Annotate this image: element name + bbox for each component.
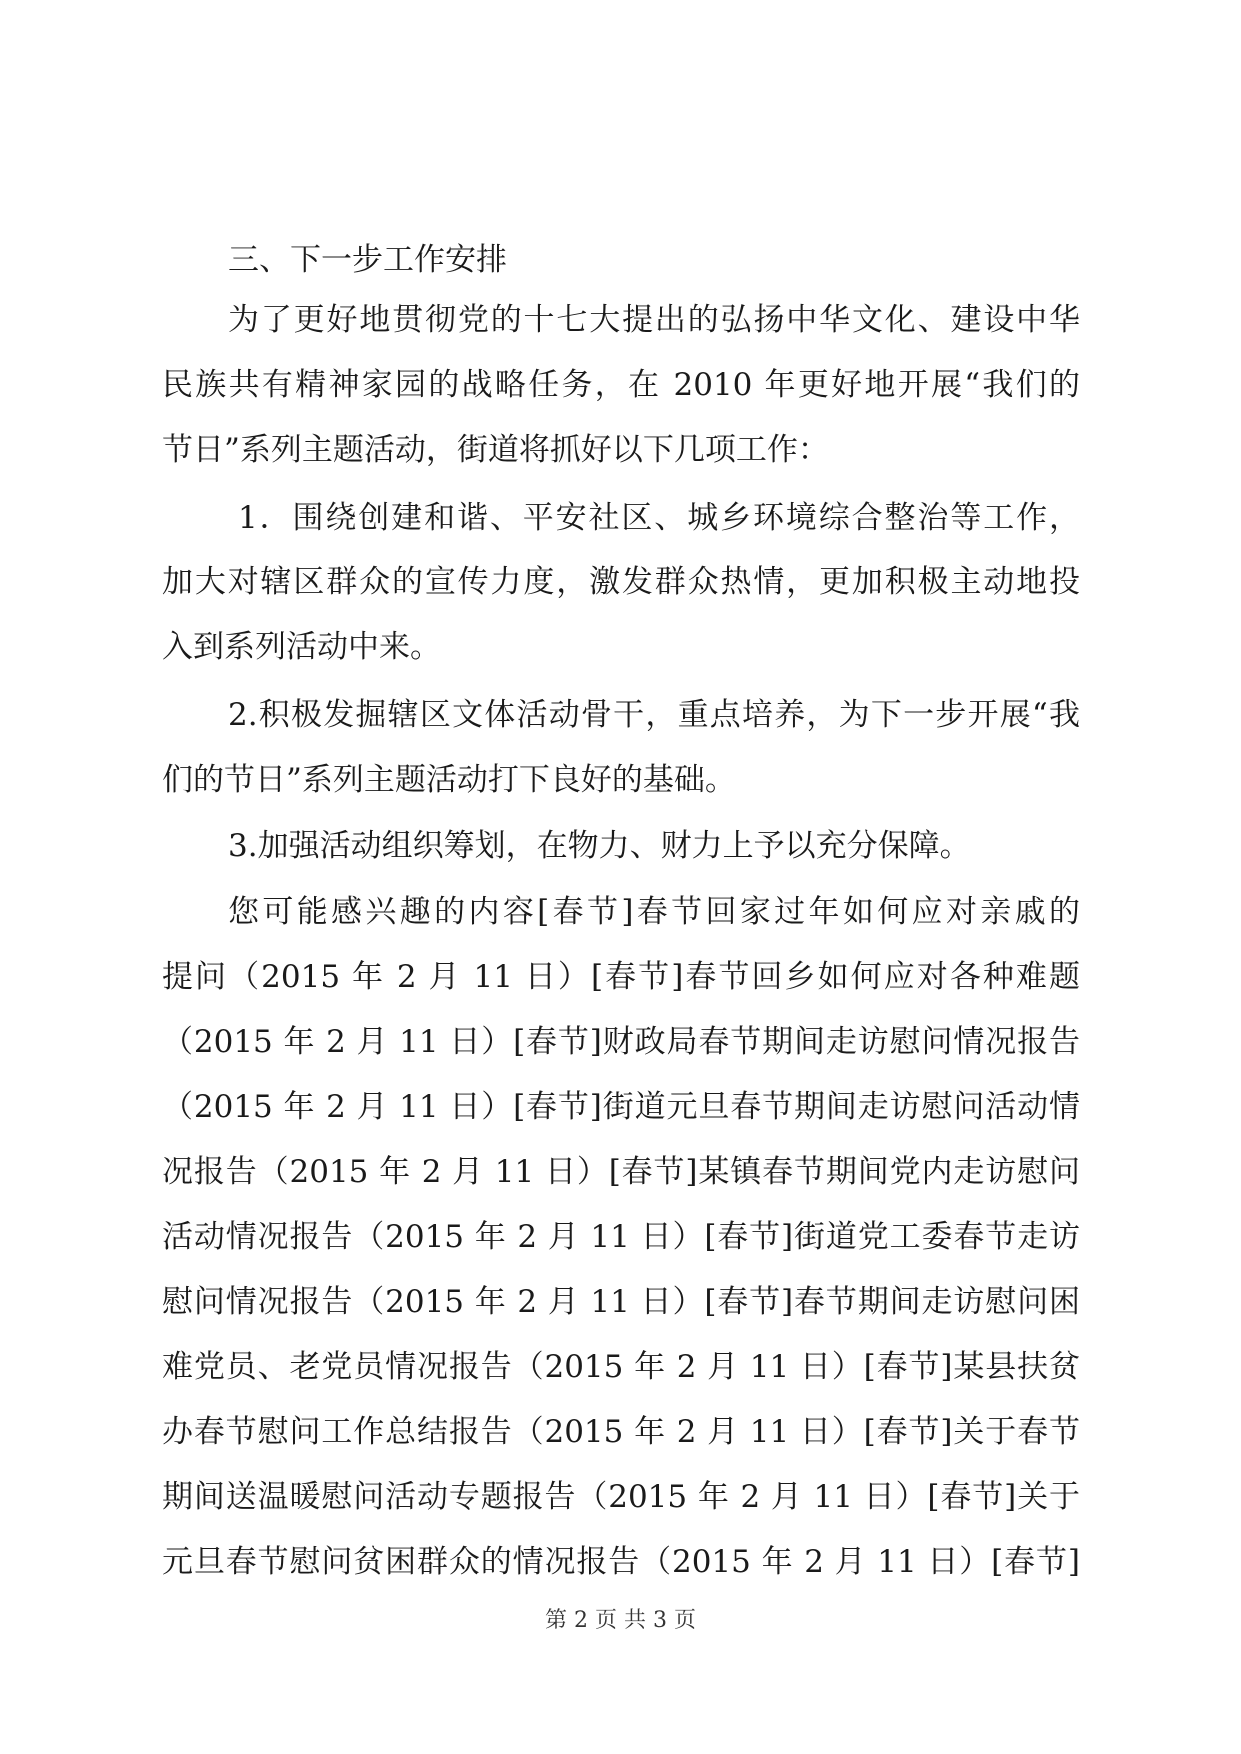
- related-content-line: [0, 1012, 1241, 1072]
- related-content-line: [0, 1337, 1241, 1397]
- list-item-text: 3.加强活动组织筹划，在物力、财力上予以充分保障。: [228, 828, 971, 864]
- related-content-text: 活动情况报告（2015 年 2 月 11 日）[春节]街道党工委春节走访: [162, 1219, 1080, 1255]
- list-item-line: [0, 685, 1241, 745]
- paragraph-line: [0, 355, 1241, 415]
- page-number-footer: 第 2 页 共 3 页: [545, 1608, 696, 1633]
- related-content-text: 办春节慰问工作总结报告（2015 年 2 月 11 日）[春节]关于春节: [162, 1414, 1080, 1450]
- related-content-line: [0, 1402, 1241, 1462]
- paragraph-text: 民族共有精神家园的战略任务，在 2010 年更好地开展“我们的: [162, 367, 1080, 403]
- related-content-text: （2015 年 2 月 11 日）[春节]财政局春节期间走访慰问情况报告: [162, 1024, 1080, 1060]
- list-item-line: [0, 617, 1241, 677]
- related-content-line: [0, 1532, 1241, 1592]
- related-content-text: 难党员、老党员情况报告（2015 年 2 月 11 日）[春节]某县扶贫: [162, 1349, 1080, 1385]
- list-item-line: [0, 816, 1241, 876]
- related-content-line: [0, 947, 1241, 1007]
- related-content-line: [0, 1467, 1241, 1527]
- paragraph-text: 节日”系列主题活动，街道将抓好以下几项工作：: [162, 432, 829, 468]
- paragraph-line: [0, 290, 1241, 350]
- related-content-text: 元旦春节慰问贫困群众的情况报告（2015 年 2 月 11 日）[春节]: [162, 1544, 1080, 1580]
- related-content-text: 您可能感兴趣的内容[春节]春节回家过年如何应对亲戚的: [228, 894, 1080, 930]
- list-item-line: [0, 750, 1241, 810]
- related-content-text: 期间送温暖慰问活动专题报告（2015 年 2 月 11 日）[春节]关于: [162, 1479, 1080, 1515]
- related-content-text: 慰问情况报告（2015 年 2 月 11 日）[春节]春节期间走访慰问困: [162, 1284, 1080, 1320]
- list-item-text: 加大对辖区群众的宣传力度，激发群众热情，更加积极主动地投: [162, 564, 1080, 600]
- section-heading: [0, 230, 1241, 290]
- paragraph-line: [0, 420, 1241, 480]
- related-content-line: [0, 1272, 1241, 1332]
- related-content-line: [0, 882, 1241, 942]
- list-item-line: [0, 552, 1241, 612]
- paragraph-text: 为了更好地贯彻党的十七大提出的弘扬中华文化、建设中华: [228, 302, 1080, 338]
- list-item-line: [0, 488, 1241, 548]
- related-content-text: 提问（2015 年 2 月 11 日）[春节]春节回乡如何应对各种难题: [162, 959, 1080, 995]
- list-item-text: 2.积极发掘辖区文体活动骨干，重点培养，为下一步开展“我: [228, 697, 1080, 733]
- related-content-text: （2015 年 2 月 11 日）[春节]街道元旦春节期间走访慰问活动情: [162, 1089, 1080, 1125]
- related-content-text: 况报告（2015 年 2 月 11 日）[春节]某镇春节期间党内走访慰问: [162, 1154, 1080, 1190]
- related-content-line: [0, 1207, 1241, 1267]
- related-content-line: [0, 1142, 1241, 1202]
- related-content-line: [0, 1077, 1241, 1137]
- list-item-text: 入到系列活动中来。: [162, 629, 441, 665]
- heading-text: 三、下一步工作安排: [228, 242, 507, 278]
- list-item-text: 们的节日”系列主题活动打下良好的基础。: [162, 762, 736, 798]
- list-item-text: 1．围绕创建和谐、平安社区、城乡环境综合整治等工作，: [238, 500, 1080, 536]
